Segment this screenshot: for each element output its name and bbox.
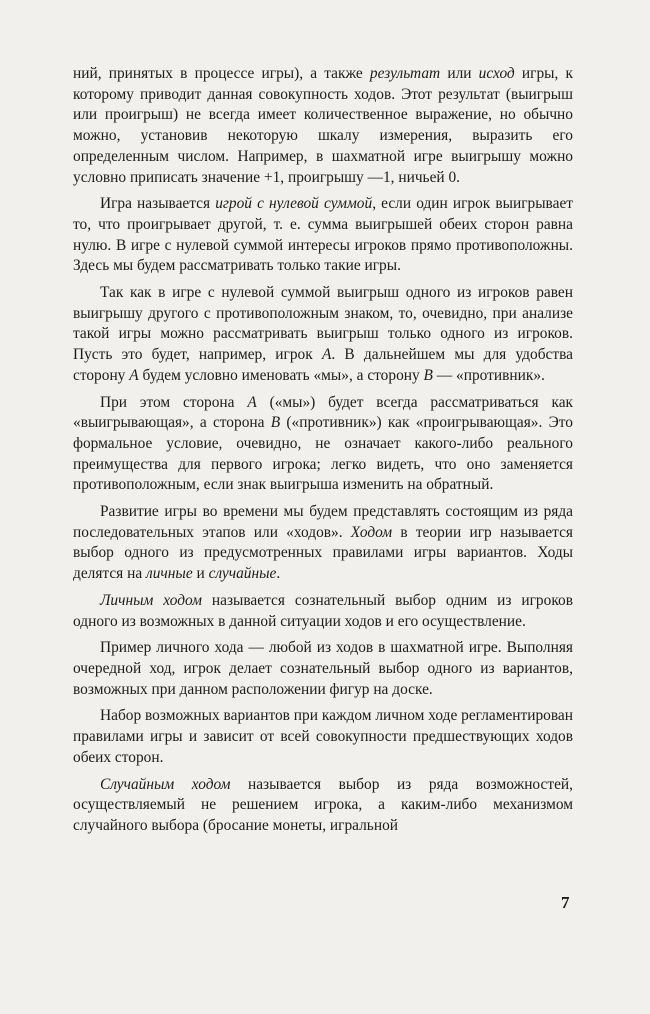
paragraph	[73, 194, 573, 277]
emphasis: B	[423, 366, 433, 384]
paragraph	[73, 502, 573, 585]
text-run: Так как в игре с нулевой суммой выигрыш одного из игроков равен выигрышу другого с противоположным знаком, то, очевидно, при анализе такой игры можно рассматривать выигрыш только одного из игроков. Пусть это будет, например, игрок	[73, 284, 573, 364]
text-run: называется выбор из ряда возможностей, осуществляемый не решением игрока, а каким-либо механизмом случайного выбора (бросание монеты, игральной	[73, 775, 573, 834]
text-run: и	[192, 565, 209, 583]
text-run: или	[440, 65, 479, 82]
emphasis: результат	[369, 65, 441, 82]
text-run: Игра называется	[100, 195, 216, 213]
body-text	[73, 64, 573, 843]
text-run: называется сознательный выбор одним из игроков одного из возможных в данной ситуации ходов и его осуществление.	[73, 591, 573, 630]
paragraph	[73, 64, 573, 188]
paragraph	[73, 775, 573, 837]
paragraph	[73, 591, 573, 632]
paragraph	[73, 638, 573, 700]
emphasis: случайные	[208, 565, 277, 583]
paragraph	[73, 283, 573, 387]
text-run: («противник») как «проигрывающая». Это формальное условие, очевидно, не означает какого-либо реального преимущества для первого игрока; легко видеть, что оно заменяется противоположным, если знак выигрыша изменить на обратный.	[73, 414, 573, 494]
text-run: , если один игрок выигрывает то, что проигрывает другой, т. е. сумма выигрышей обеих сторон равна нулю. В игре с нулевой суммой интересы игроков прямо противоположны. Здесь мы будем рассматривать только такие игры.	[73, 195, 574, 275]
emphasis: игрой с нулевой суммой	[215, 195, 373, 213]
emphasis: исход	[478, 65, 515, 82]
emphasis: A	[247, 393, 257, 411]
emphasis: Личным ходом	[100, 591, 202, 609]
text-run: будем условно именовать «мы», а сторону	[138, 366, 424, 384]
page-number: 7	[561, 893, 570, 912]
text-run: («мы») будет всегда рассматриваться как «выигрывающая», а сторона	[73, 393, 574, 432]
text-run: ний, принятых в процессе игры), а также	[73, 65, 370, 82]
text-run: Развитие игры во времени мы будем представлять состоящим из ряда последовательных этапов или «ходов».	[73, 503, 573, 541]
emphasis: A	[321, 346, 332, 364]
paragraph	[73, 706, 573, 768]
emphasis: личные	[146, 565, 193, 583]
emphasis: A	[129, 366, 139, 384]
emphasis: Случайным ходом	[100, 775, 231, 793]
text-run: .	[276, 565, 281, 583]
text-run: — «противник».	[432, 366, 545, 384]
text-run: Пример личного хода — любой из ходов в шахматной игре. Выполняя очередной ход, игрок делает сознательный выбор одного из вариантов, возможных при данном расположении фигур на доске.	[73, 639, 573, 698]
text-run: Набор возможных вариантов при каждом личном ходе регламентирован правилами игры и зависит от всей совокупности предшествующих ходов обеих сторон.	[73, 707, 573, 766]
text-run: игры, к которому приводит данная совокупность ходов. Этот результат (выигрыш или проигрыш) не всегда имеет количественное выражение, но обычно можно, установив некоторую шкалу измерения, выразить его определенным числом. Например, в шахматной игре выигрышу можно условно приписать значение +1, проигрышу —1, ничьей 0.	[73, 65, 573, 186]
emphasis: B	[270, 414, 281, 432]
emphasis: Ходом	[350, 523, 393, 541]
text-run: . В дальнейшем мы для удобства сторону	[73, 346, 573, 384]
text-run: При этом сторона	[100, 393, 248, 411]
paragraph	[73, 393, 573, 497]
text-run: в теории игр называется выбор одного из предусмотренных правилами игры вариантов. Ходы делятся на	[73, 523, 573, 583]
